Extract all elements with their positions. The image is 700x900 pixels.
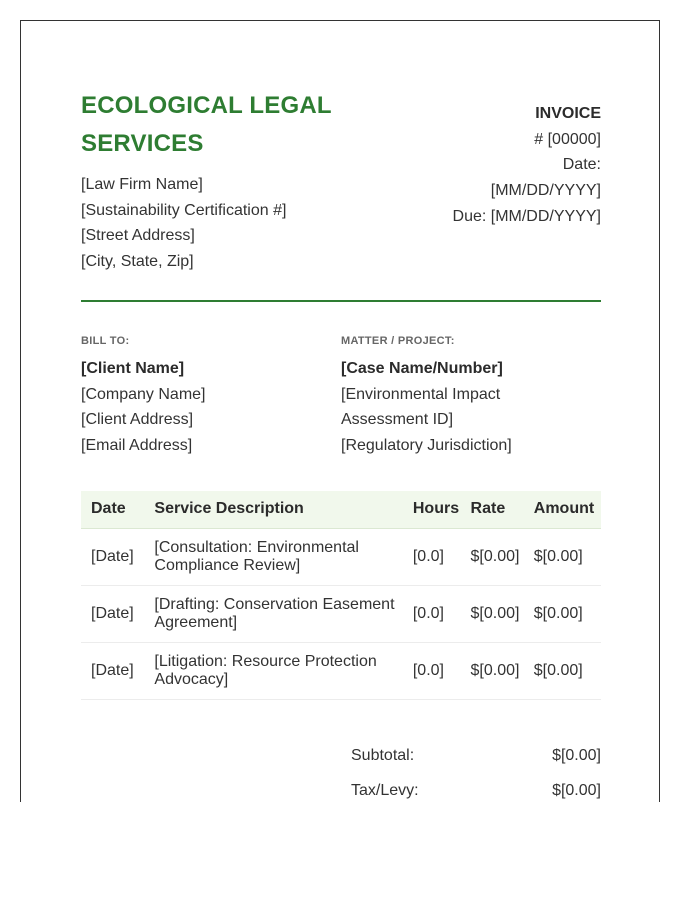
tax-label: Tax/Levy: [351,782,419,800]
subtotal-label: Subtotal: [351,747,415,765]
invoice-date-value: [MM/DD/YYYY] [490,182,601,200]
bill-to-block [81,335,341,459]
invoice-content [81,87,601,802]
row-rate: $[0.00] [469,586,527,643]
invoice-date-label: Date: [562,156,601,174]
table-header [81,491,601,529]
services-table [81,491,601,701]
subtotal-row [351,746,601,781]
row-amount: $[0.00] [527,643,601,700]
table-row [81,586,601,643]
row-description: [Drafting: Conservation Easement Agreement] [151,586,408,643]
invoice-due-date: Due: [MM/DD/YYYY] [452,207,601,225]
header-divider [81,300,601,302]
case-name: [Case Name/Number] [341,359,503,377]
tax-row [351,781,601,802]
subtotal-value: $[0.00] [552,747,601,765]
row-hours: [0.0] [409,643,469,700]
matter-heading: MATTER / PROJECT: [341,334,455,347]
sustainability-certification: [Sustainability Certification #] [81,201,287,219]
row-date: [Date] [81,643,151,700]
invoice-label: INVOICE [535,105,601,122]
company-block [81,87,361,275]
row-amount: $[0.00] [527,586,601,643]
header-hours: Hours [409,491,469,529]
company-name-field: [Company Name] [81,385,206,403]
impact-assessment-line-2: Assessment ID] [341,411,454,429]
row-description: [Consultation: Environmental Compliance Review] [151,529,408,586]
invoice-page [20,20,660,802]
table-body [81,529,601,700]
firm-details [81,172,361,275]
header-amount: Amount [527,491,601,529]
tax-value: $[0.00] [552,782,601,800]
row-date: [Date] [81,586,151,643]
table-row [81,529,601,586]
row-date: [Date] [81,529,151,586]
row-hours: [0.0] [409,529,469,586]
totals-section [351,746,601,802]
header-rate: Rate [469,491,527,529]
row-amount: $[0.00] [527,529,601,586]
row-rate: $[0.00] [469,643,527,700]
invoice-header [81,87,601,275]
table-row [81,643,601,700]
impact-assessment-line-1: [Environmental Impact [341,385,501,403]
client-name: [Client Name] [81,359,185,377]
company-name: ECOLOGICAL LEGAL SERVICES [81,92,332,157]
header-date: Date [81,491,151,529]
row-rate: $[0.00] [469,529,527,586]
table-header-row [81,491,601,529]
matter-block [341,335,601,459]
header-description: Service Description [151,491,408,529]
street-address: [Street Address] [81,227,195,245]
bill-to-heading: BILL TO: [81,334,130,347]
invoice-meta [453,87,601,230]
row-description: [Litigation: Resource Protection Advocacy] [151,643,408,700]
parties-section [81,335,601,459]
invoice-number: # [00000] [534,130,601,148]
client-address: [Client Address] [81,411,194,429]
email-address: [Email Address] [81,436,193,454]
bill-to-lines [81,356,341,459]
regulatory-jurisdiction: [Regulatory Jurisdiction] [341,436,512,454]
row-hours: [0.0] [409,586,469,643]
matter-lines [341,356,601,459]
firm-name: [Law Firm Name] [81,176,203,193]
city-state-zip: [City, State, Zip] [81,253,194,271]
